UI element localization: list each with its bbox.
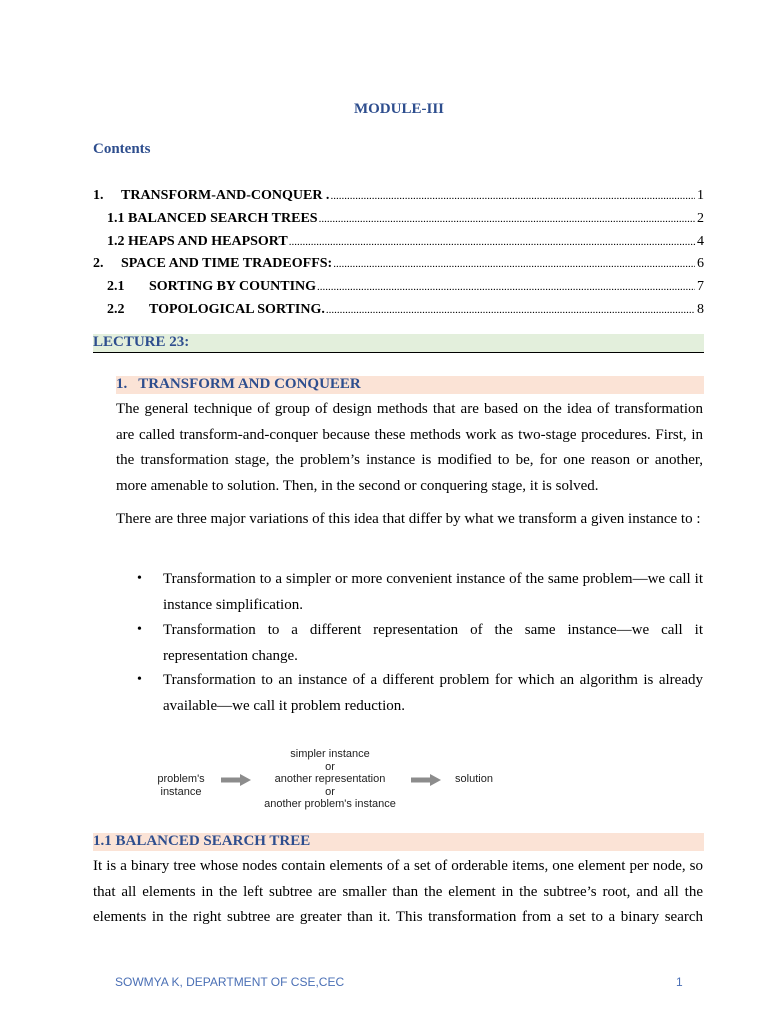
bullet-icon: • <box>137 672 142 687</box>
paragraph: It is a binary tree whose nodes contain elements of a set of orderable items, one element per node, so that all elements in the left subtree are smaller than the element in the subtree’s root, and all the elements in the right subtree are greater than it. This transformation from a set to a binary search <box>93 858 703 925</box>
toc-entry[interactable] <box>93 188 704 208</box>
toc-page: 7 <box>697 279 704 294</box>
list-item: Transformation to an instance of a different problem for which an algorithm is already available—we call it problem reduction. <box>163 672 703 714</box>
toc-leader <box>289 236 695 248</box>
toc-title: SORTING BY COUNTING <box>149 279 317 294</box>
diagram-transform-label <box>250 748 410 811</box>
toc-entry[interactable] <box>107 211 704 231</box>
toc-number: 2.2 <box>107 302 125 317</box>
contents-heading: Contents <box>93 141 151 157</box>
diagram-line: another representation <box>274 773 386 785</box>
lecture-heading: LECTURE 23: <box>93 334 190 350</box>
section-heading: 1. TRANSFORM AND CONQUEER <box>116 376 361 392</box>
diagram-line: or <box>325 760 335 773</box>
toc-page: 2 <box>697 211 704 226</box>
toc-page: 6 <box>697 256 704 271</box>
list-item: Transformation to a simpler or more convenient instance of the same problem—we call it instance simplification. <box>163 571 703 613</box>
toc-title: 1.1 BALANCED SEARCH TREES <box>107 211 318 226</box>
toc-leader <box>333 258 695 270</box>
diagram-input-label <box>146 773 216 798</box>
toc-entry[interactable] <box>107 302 704 322</box>
module-title: MODULE-III <box>353 101 444 117</box>
toc-leader <box>330 190 695 202</box>
paragraph: The general technique of group of design methods that are based on the idea of transformation are called transform-and-conquer because these methods work as two-stage procedures. First, in the transformation stage, the problem’s instance is modified to be, for one reason or another, more amenable to solution. Then, in the second or conquering stage, it is solved. <box>116 401 703 494</box>
toc-entry[interactable] <box>107 234 704 254</box>
section-heading: 1.1 BALANCED SEARCH TREE <box>93 833 311 849</box>
toc-title: SPACE AND TIME TRADEOFFS: <box>121 256 333 271</box>
toc-page: 8 <box>697 302 704 317</box>
toc-entry[interactable] <box>107 279 704 299</box>
diagram-line: or <box>325 785 335 798</box>
page-number: 1 <box>676 975 683 989</box>
toc-title: TOPOLOGICAL SORTING. <box>149 302 325 317</box>
diagram-input-line: instance <box>160 785 202 798</box>
arrow-right-icon <box>411 774 441 786</box>
toc-page: 4 <box>697 234 704 249</box>
toc-page: 1 <box>697 188 704 203</box>
list-item: Transformation to a different representation of the same instance—we call it representation change. <box>163 622 703 664</box>
toc-leader <box>326 304 695 316</box>
arrow-right-icon <box>221 774 251 786</box>
diagram-input-line: problem's <box>157 773 205 785</box>
paragraph: There are three major variations of this idea that differ by what we transform a given instance to : <box>116 511 701 527</box>
toc-leader <box>319 213 695 225</box>
diagram-line: simpler instance <box>290 748 370 760</box>
toc-title: TRANSFORM-AND-CONQUER . <box>121 188 330 203</box>
diagram-line: another problem's instance <box>264 798 396 810</box>
toc-number: 1. <box>93 188 104 203</box>
toc-leader <box>317 281 695 293</box>
bullet-icon: • <box>137 622 142 637</box>
toc-number: 2. <box>93 256 104 271</box>
diagram-output-label: solution <box>455 773 493 785</box>
toc-entry[interactable] <box>93 256 704 276</box>
toc-number: 2.1 <box>107 279 125 294</box>
toc-title: 1.2 HEAPS AND HEAPSORT <box>107 234 288 249</box>
bullet-icon: • <box>137 571 142 586</box>
footer-author: SOWMYA K, DEPARTMENT OF CSE,CEC <box>115 975 345 989</box>
